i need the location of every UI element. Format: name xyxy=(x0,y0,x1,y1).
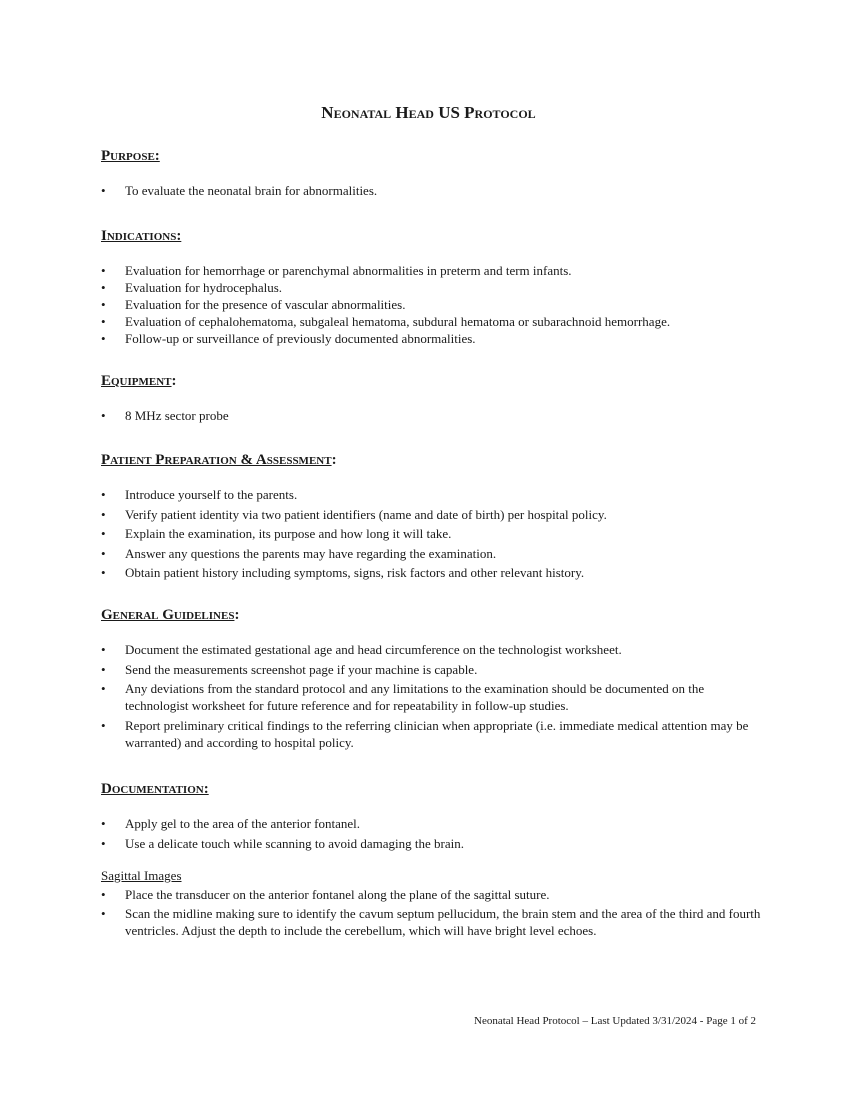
list-item: • Introduce yourself to the parents. xyxy=(101,486,761,503)
list-item: • Explain the examination, its purpose and how long it will take. xyxy=(101,525,761,542)
patient-prep-section xyxy=(101,450,761,584)
list-item: • Answer any questions the parents may have regarding the examination. xyxy=(101,545,761,562)
list-item: • 8 MHz sector probe xyxy=(101,407,761,424)
list-item: • Apply gel to the area of the anterior fontanel. xyxy=(101,815,761,832)
list-item: • Any deviations from the standard protocol and any limitations to the examination should be documented on the technologist worksheet for future reference and for repeatability in follow-up studies. xyxy=(101,680,761,714)
list-item: • Use a delicate touch while scanning to avoid damaging the brain. xyxy=(101,835,761,852)
purpose-section xyxy=(101,146,761,199)
equipment-heading xyxy=(101,371,761,391)
guidelines-heading xyxy=(101,605,761,625)
patient-prep-heading xyxy=(101,450,761,470)
equipment-heading-text: Equipment xyxy=(101,373,172,389)
documentation-section xyxy=(101,779,761,942)
list-item: • Verify patient identity via two patient identifiers (name and date of birth) per hospital policy. xyxy=(101,506,761,523)
document-title: Neonatal Head US Protocol xyxy=(321,103,536,122)
sagittal-images-list xyxy=(101,886,761,940)
guidelines-section xyxy=(101,605,761,753)
list-item: • To evaluate the neonatal brain for abnormalities. xyxy=(101,182,761,199)
purpose-heading xyxy=(101,146,761,166)
list-item: • Scan the midline making sure to identify the cavum septum pellucidum, the brain stem and the area of the third and fourth ventricles. Adjust the depth to include the cerebellum, which will have bright level echoes. xyxy=(101,905,761,939)
documentation-heading xyxy=(101,779,761,799)
patient-prep-heading-colon: : xyxy=(331,452,337,468)
patient-prep-heading-text: Patient Preparation & Assessment xyxy=(101,452,332,468)
list-item: • Send the measurements screenshot page if your machine is capable. xyxy=(101,661,761,678)
purpose-list xyxy=(101,182,761,199)
list-item: • Obtain patient history including symptoms, signs, risk factors and other relevant history. xyxy=(101,564,761,581)
documentation-list xyxy=(101,815,761,852)
indications-heading xyxy=(101,226,761,246)
guidelines-heading-colon: : xyxy=(234,607,240,623)
list-item: • Evaluation for hydrocephalus. xyxy=(101,279,761,296)
sagittal-images-subheading: Sagittal Images xyxy=(101,867,182,883)
indications-heading-text: Indications: xyxy=(101,228,182,244)
list-item: • Report preliminary critical findings to the referring clinician when appropriate (i.e. immediate medical attention may be warranted) and according to hospital policy. xyxy=(101,717,761,751)
guidelines-list xyxy=(101,641,761,751)
list-item: • Evaluation of cephalohematoma, subgaleal hematoma, subdural hematoma or subarachnoid hemorrhage. xyxy=(101,313,761,330)
indications-list xyxy=(101,262,761,347)
equipment-heading-colon: : xyxy=(171,373,177,389)
equipment-list xyxy=(101,407,761,424)
page-footer: Neonatal Head Protocol – Last Updated 3/31/2024 - Page 1 of 2 xyxy=(474,1015,756,1027)
patient-prep-list xyxy=(101,486,761,581)
list-item: • Evaluation for hemorrhage or parenchymal abnormalities in preterm and term infants. xyxy=(101,262,761,279)
list-item: • Place the transducer on the anterior fontanel along the plane of the sagittal suture. xyxy=(101,886,761,903)
equipment-section xyxy=(101,371,761,424)
documentation-heading-text: Documentation: xyxy=(101,781,209,797)
guidelines-heading-text: General Guidelines xyxy=(101,607,235,623)
indications-section xyxy=(101,226,761,347)
list-item: • Evaluation for the presence of vascular abnormalities. xyxy=(101,296,761,313)
list-item: • Document the estimated gestational age and head circumference on the technologist worksheet. xyxy=(101,641,761,658)
purpose-heading-text: Purpose: xyxy=(101,148,160,164)
list-item: • Follow-up or surveillance of previously documented abnormalities. xyxy=(101,330,761,347)
